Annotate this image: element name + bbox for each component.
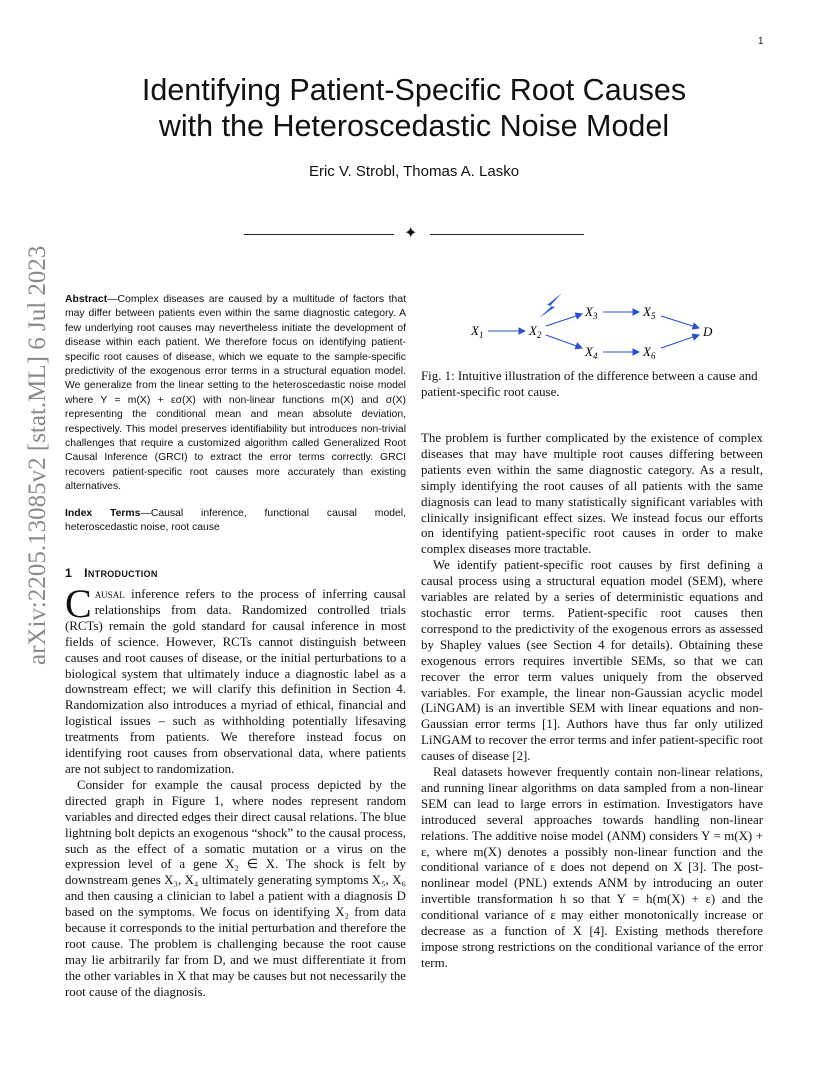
index-terms	[65, 507, 406, 536]
intro-paragraph-1-text: inference refers to the process of inferring causal relationships from data. Randomized controlled trials (RCTs) remain the gold standard for causal inference in most fields of science. However, RCTs cannot distinguish between causes and root causes of disease, or the initial perturbations to a biological system that ultimately induce a diagnostic label as a downstream effect; we will clarify this definition in Section 4. Randomization also introduces a myriad of ethical, financial and logistical issues – such as withholding potentially lifesaving treatments from patients. We therefore instead focus on identifying root causes from observational data, where patients are not subject to randomization.	[65, 587, 406, 776]
edge-x5-d	[661, 316, 699, 328]
node-x6: $X_6$	[643, 344, 656, 361]
left-column-body	[65, 581, 406, 1001]
title-line-1: Identifying Patient-Specific Root Causes	[141, 73, 687, 107]
abstract-label: Abstract	[65, 294, 108, 305]
node-d: D	[703, 324, 713, 339]
intro-paragraph-2: Consider for example the causal process depicted by the directed graph in Figure 1, where nodes represent random variables and directed edges their direct causal relations. The blue lightning bolt depicts an exogenous “shock” to the causal process, such as the effect of a somatic mutation or a virus on the expression level of a gene X₂ ∈ X. The shock is felt by downstream genes X₃, X₄ ultimately generating symptoms X₅, X₆ and then causing a clinician to label a patient with a diagnosis D based on the symptoms. We focus on identifying X₂ from data because it corresponds to the initial perturbation and therefore the root cause. The problem is challenging because the root cause may lie arbitrarily far from D, and we must differentiate it from the other variables in X that may be causes but not necessarily the root cause of the diagnosis.	[65, 777, 406, 999]
separator-line-left	[244, 234, 394, 235]
title-line-2: with the Heteroscedastic Noise Model	[158, 109, 670, 143]
abstract	[65, 293, 406, 495]
figure-1-causal-graph	[421, 288, 763, 364]
diamond-star-icon: ✦	[404, 225, 418, 242]
node-x5: $X_5$	[643, 304, 656, 321]
node-x3: $X_3$	[585, 304, 598, 321]
arxiv-stamp: arXiv:2205.13085v2 [stat.ML] 6 Jul 2023	[24, 245, 51, 665]
edge-x2-x3	[546, 314, 582, 326]
right-column-body	[421, 431, 763, 972]
smallcaps-lead: ausal	[94, 587, 125, 601]
abstract-text: —Complex diseases are caused by a multitude of factors that may differ between patients even within the same diagnostic category. A few underlying root causes may nevertheless initiate the development of disease within each patient. We therefore focus on identifying patient-specific root causes of disease, which we equate to the sample-specific predictivity of the exogenous error terms in a structural equation model. We generalize from the linear setting to the heteroscedastic noise model where Y = m(X) + εσ(X) with non-linear functions m(X) and σ(X) representing the conditional mean and mean absolute deviation, respectively. This model preserves identifiability but introduces non-trivial challenges that require a customized algorithm called Generalized Root Causal Inference (GRCI) to extract the error terms correctly. GRCI recovers patient-specific root causes more accurately than existing alternatives.	[65, 294, 406, 493]
section-number: 1	[65, 566, 73, 580]
right-paragraph-2: We identify patient-specific root causes by first defining a causal process using a structural equation model (SEM), where variables are related by a series of deterministic equations and stochastic error terms. Patient-specific root causes then correspond to the predictivity of the exogenous errors as assessed by Shapley values (see Section 4 for details). Obtaining these exogenous errors requires invertible SEMs, so that we can recover the error term values uniquely from the observed variables. For example, the linear non-Gaussian acyclic model (LiNGAM) is an invertible SEM with linear equations and non-Gaussian error terms [1]. Authors have thus far only utilized LiNGAM to recover the error terms and infer patient-specific root causes of disease [2].	[421, 558, 763, 764]
section-heading-introduction	[65, 566, 158, 580]
drop-cap: C	[65, 581, 92, 626]
right-paragraph-1: The problem is further complicated by the existence of complex diseases that may have multiple root causes differing between patients even within the same diagnostic category. As a result, simply identifying the root causes of all patients with the same diagnosis can lead to many statistically significant variables with clinically insignificant effect sizes. We instead focus our efforts on identifying patient-specific root causes in order to make complex diseases more tractable.	[421, 431, 763, 557]
section-title: Introduction	[84, 566, 158, 580]
intro-paragraph-1	[65, 581, 406, 778]
paper-title	[0, 72, 828, 144]
edge-x6-d	[661, 335, 699, 348]
right-paragraph-3: Real datasets however frequently contain non-linear relations, and running linear algorithms on data sampled from a non-linear SEM can lead to large errors in estimation. Investigators have introduced several approaches towards handling non-linear relations. The additive noise model (ANM) considers Y = m(X) + ε, where m(X) denotes a possibly non-linear function and the conditional variance of ε does not depend on X [3]. The post-nonlinear model (PNL) extends ANM by introducing an outer invertible transformation h so that Y = h(m(X) + ε) and the conditional variance of ε may either monotonically increase or decrease as a function of X [4]. Existing methods therefore impose strong restrictions on the conditional variance of the error term.	[421, 765, 763, 970]
node-x2: $X_2$	[529, 323, 542, 340]
author-list: Eric V. Strobl, Thomas A. Lasko	[308, 163, 520, 180]
edge-x2-x4	[546, 335, 582, 348]
index-terms-text: —Causal inference, functional causal model, heteroscedastic noise, root cause	[65, 508, 406, 534]
node-x4: $X_4$	[585, 344, 598, 361]
index-terms-label: Index Terms	[65, 508, 141, 519]
node-x1: $X_1$	[471, 323, 484, 340]
lightning-bolt-icon	[539, 293, 562, 318]
separator-line-right	[430, 234, 584, 235]
figure-1-caption: Fig. 1: Intuitive illustration of the difference between a cause and patient-specific root cause.	[421, 369, 758, 399]
title-separator	[244, 227, 584, 243]
page-number: 1	[758, 36, 764, 47]
